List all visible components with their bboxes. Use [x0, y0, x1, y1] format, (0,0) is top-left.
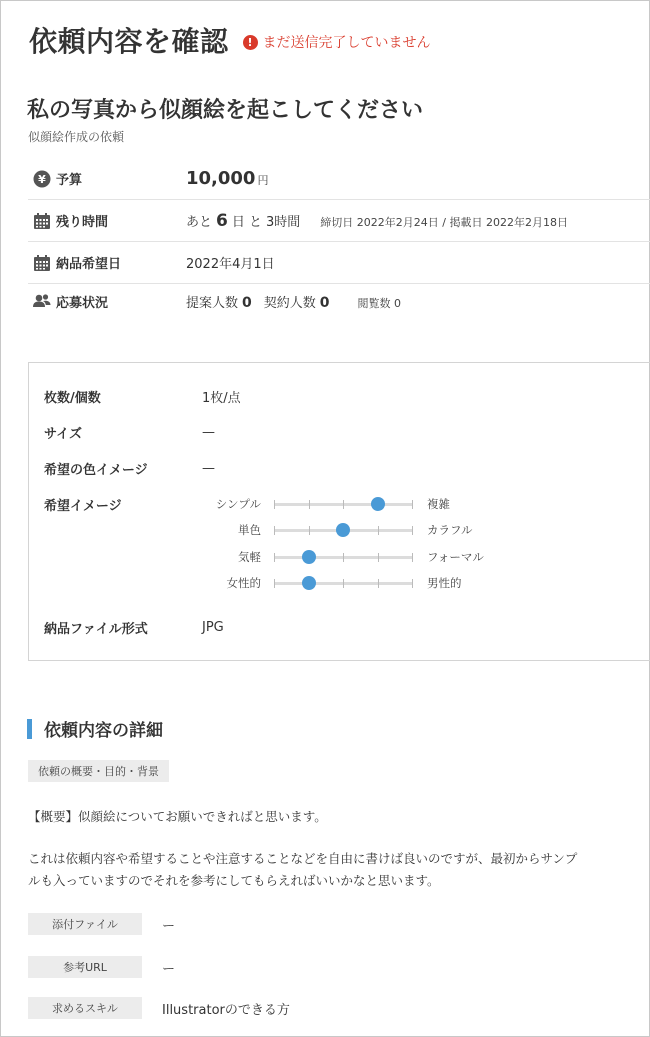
- views-count: 閲覧数 0: [357, 296, 402, 310]
- spec-size-value: —: [202, 425, 215, 440]
- slider-tick: [343, 579, 344, 588]
- calendar-icon: [32, 253, 52, 273]
- job-subtitle: 似顔絵作成の依頼: [28, 130, 125, 144]
- slider-tick: [412, 579, 413, 588]
- time-dates: 締切日 2022年2月24日 / 掲載日 2022年2月18日: [320, 215, 568, 229]
- slider-tick: [274, 553, 275, 562]
- skills-label: 求めるスキル: [28, 997, 142, 1019]
- image-slider-row: [29, 520, 650, 540]
- time-label: 残り時間: [56, 215, 109, 230]
- slider-tick: [412, 500, 413, 509]
- slider-left-label: 単色: [238, 523, 261, 537]
- slider-knob[interactable]: [371, 497, 385, 511]
- slider-track: [274, 503, 412, 506]
- spec-color-value: —: [202, 461, 215, 476]
- delivery-row: [28, 242, 650, 284]
- proposals-value: 0: [242, 294, 252, 311]
- slider-right-label: フォーマル: [427, 550, 484, 564]
- spec-box: [28, 362, 650, 661]
- budget-row: [28, 158, 650, 200]
- applicants-label: 応募状況: [56, 295, 109, 311]
- attachments-label: 添付ファイル: [28, 913, 142, 935]
- slider-left-label: 女性的: [226, 576, 261, 590]
- spec-format-row: [44, 618, 224, 637]
- spec-image-label: 希望イメージ: [44, 499, 122, 514]
- time-days: 6: [216, 210, 228, 231]
- budget-label: 予算: [56, 173, 83, 188]
- image-slider-row: [29, 494, 650, 514]
- image-slider-row: [29, 573, 650, 593]
- slider-left-label: 気軽: [238, 550, 261, 564]
- skills-row: [28, 997, 290, 1019]
- reference-url-row: [28, 956, 175, 978]
- contracts-label: 契約人数: [263, 295, 316, 311]
- slider-knob[interactable]: [302, 550, 316, 564]
- slider-tick: [274, 579, 275, 588]
- warning-text: まだ送信完了していません: [262, 35, 431, 51]
- details-section-title: 依頼内容の詳細: [44, 721, 163, 741]
- spec-count-row: [44, 387, 241, 406]
- unsent-warning: [243, 32, 431, 52]
- slider-right-label: カラフル: [427, 523, 473, 537]
- spec-color-row: [44, 459, 215, 478]
- overview-tag: 依頼の概要・目的・背景: [28, 760, 169, 782]
- time-mid: 日 と: [231, 214, 262, 230]
- attachments-row: [28, 913, 175, 935]
- time-prefix: あと: [186, 214, 213, 230]
- spec-format-label: 納品ファイル形式: [44, 622, 148, 637]
- slider-tick: [309, 526, 310, 535]
- proposals-label: 提案人数: [186, 295, 239, 311]
- slider-right-label: 複雑: [427, 497, 450, 511]
- slider-tick: [412, 526, 413, 535]
- slider-tick: [309, 500, 310, 509]
- warning-icon: !: [243, 35, 258, 50]
- contracts-value: 0: [319, 294, 330, 311]
- job-title: 私の写真から似顔絵を起こしてください: [27, 98, 424, 123]
- reference-url-label: 参考URL: [28, 956, 142, 978]
- budget-value: 10,000: [186, 168, 256, 189]
- slider-track: [274, 556, 412, 559]
- slider-tick: [378, 526, 379, 535]
- time-hours: 3時間: [266, 214, 301, 230]
- slider-track: [274, 529, 412, 532]
- details-section-header: [27, 716, 163, 741]
- slider-tick: [378, 553, 379, 562]
- slider-tick: [274, 526, 275, 535]
- spec-color-label: 希望の色イメージ: [44, 463, 148, 478]
- applicants-row: [28, 280, 650, 322]
- slider-left-label: シンプル: [215, 497, 261, 511]
- delivery-value: 2022年4月1日: [186, 257, 275, 272]
- spec-size-label: サイズ: [44, 427, 82, 442]
- slider-tick: [378, 579, 379, 588]
- budget-unit: 円: [257, 174, 269, 187]
- time-row: [28, 200, 650, 242]
- overview-paragraph-1: 【概要】似顔絵についてお願いできればと思います。: [28, 809, 327, 824]
- reference-url-value: ー: [162, 961, 176, 977]
- spec-size-row: [44, 423, 215, 442]
- slider-tick: [274, 500, 275, 509]
- svg-text:¥: ¥: [38, 172, 46, 186]
- page-header: [29, 20, 431, 60]
- page-title: 依頼内容を確認: [29, 25, 229, 58]
- slider-right-label: 男性的: [427, 576, 462, 590]
- spec-count-value: 1枚/点: [202, 391, 241, 406]
- slider-knob[interactable]: [336, 523, 350, 537]
- skills-value: Illustratorのできる方: [162, 1002, 290, 1018]
- delivery-label: 納品希望日: [56, 257, 122, 272]
- slider-knob[interactable]: [302, 576, 316, 590]
- slider-tick: [412, 553, 413, 562]
- slider-tick: [343, 553, 344, 562]
- spec-format-value: JPG: [202, 620, 224, 635]
- yen-icon: [32, 169, 52, 189]
- users-icon: [32, 291, 52, 311]
- image-slider-row: [29, 547, 650, 567]
- overview-paragraph-2: これは依頼内容や希望することや注意することなどを自由に書けば良いのですが、最初からサンプルも入っていますのでそれを参考にしてもらえればいいかなと思います。: [28, 851, 578, 888]
- calendar-icon: [32, 211, 52, 231]
- slider-tick: [343, 500, 344, 509]
- spec-count-label: 枚数/個数: [44, 391, 101, 406]
- attachments-value: ー: [162, 918, 176, 934]
- section-accent-bar: [27, 719, 32, 739]
- slider-track: [274, 582, 412, 585]
